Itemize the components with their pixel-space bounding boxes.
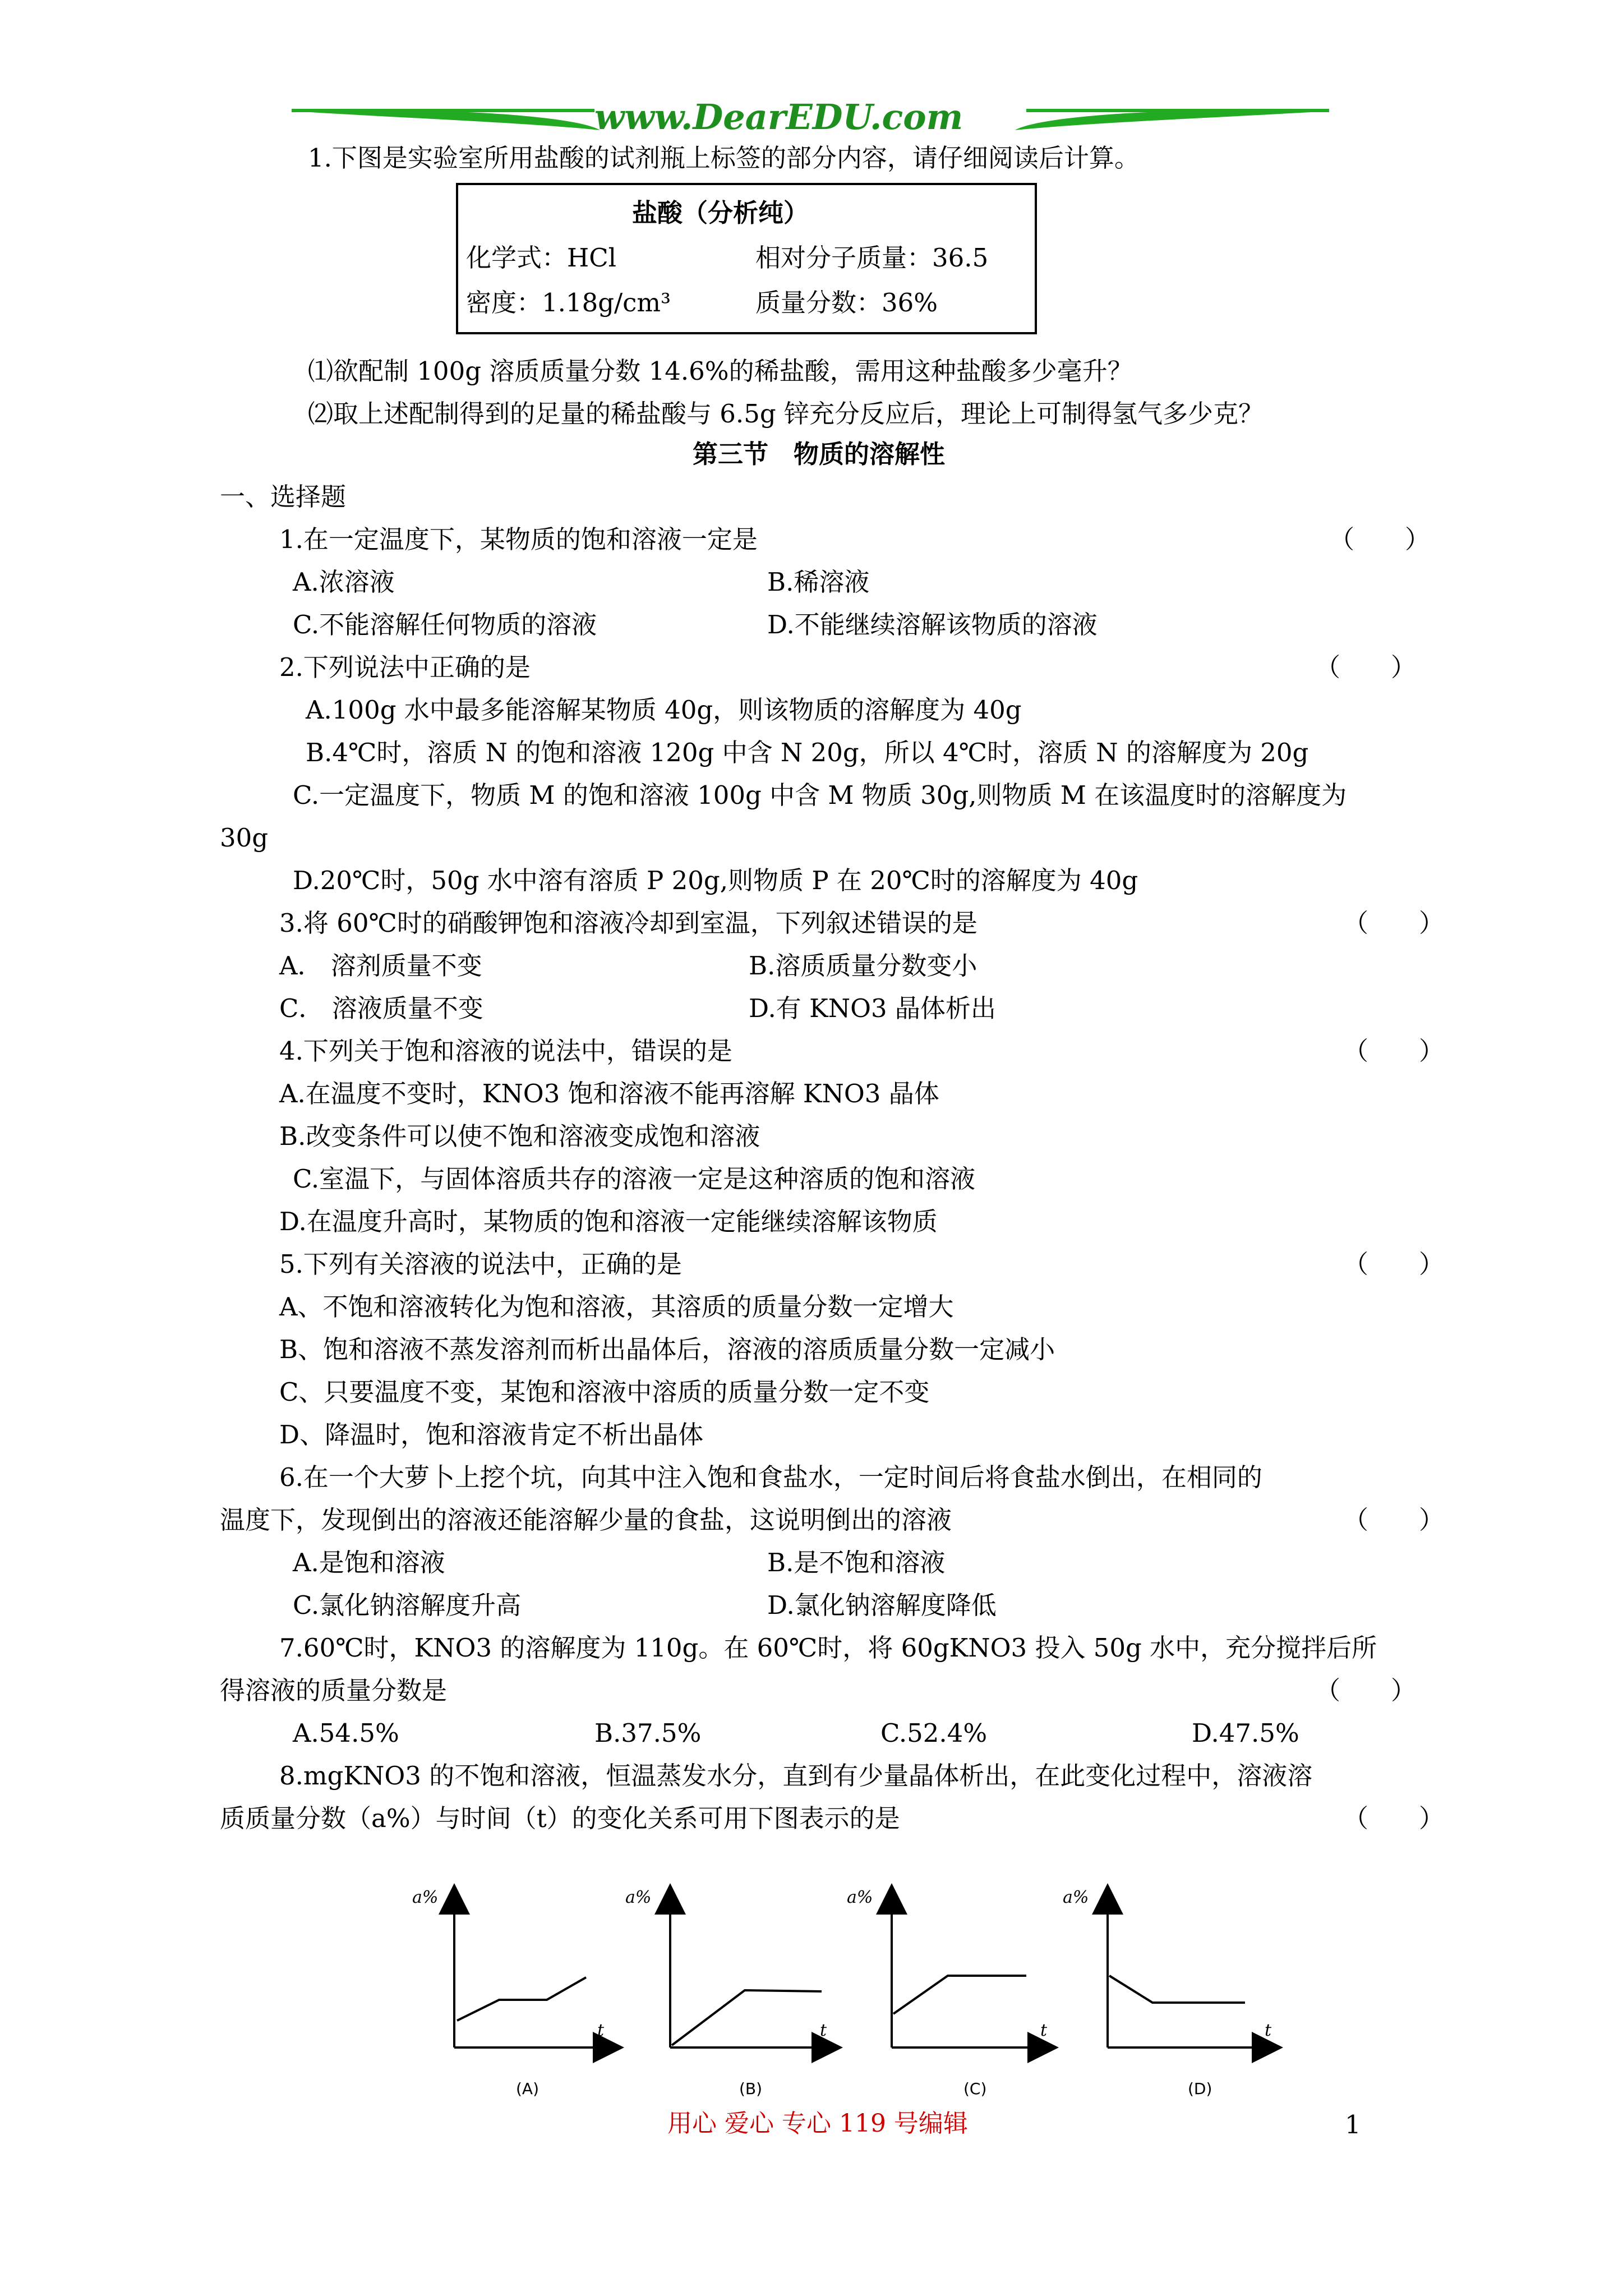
q3-option-c: C． 溶液质量不变	[279, 993, 483, 1023]
q6-stem-line1: 6.在一个大萝卜上挖个坑，向其中注入饱和食盐水，一定时间后将食盐水倒出，在相同的	[279, 1462, 1262, 1492]
q1-option-d: D.不能继续溶解该物质的溶液	[767, 610, 1098, 639]
graph-b	[670, 1899, 827, 2047]
q6-option-c: C.氯化钠溶解度升高	[293, 1590, 522, 1620]
label-molecular-weight: 相对分子质量：36.5	[755, 243, 989, 273]
q3-answer-paren: （ ）	[1343, 908, 1445, 938]
intro-question: 1.下图是实验室所用盐酸的试剂瓶上标签的部分内容，请仔细阅读后计算。	[308, 143, 1140, 173]
q1-option-b: B.稀溶液	[767, 567, 870, 597]
q7-stem-line1: 7.60℃时，KNO3 的溶解度为 110g。在 60℃时，将 60gKNO3 投入 50g 水中，充分搅拌后所	[279, 1633, 1377, 1663]
label-mass-fraction: 质量分数：36%	[755, 288, 938, 318]
q6-option-b: B.是不饱和溶液	[767, 1548, 946, 1577]
q2-option-c: C.一定温度下，物质 M 的饱和溶液 100g 中含 M 物质 30g,则物质 M 在该温度时的溶解度为	[293, 780, 1347, 810]
q1-stem: 1.在一定温度下，某物质的饱和溶液一定是	[279, 524, 758, 554]
graph-d-ylabel: a%	[1063, 1888, 1089, 1907]
graph-d	[1108, 1899, 1267, 2047]
q7-option-c: C.52.4%	[880, 1718, 988, 1748]
graph-c-xlabel: t	[1040, 2021, 1048, 2040]
intro-sub2: ⑵取上述配制得到的足量的稀盐酸与 6.5g 锌充分反应后，理论上可制得氢气多少克？	[308, 399, 1264, 429]
q4-option-c: C.室温下，与固体溶质共存的溶液一定是这种溶质的饱和溶液	[293, 1164, 976, 1194]
q7-option-b: B.37.5%	[594, 1718, 702, 1748]
q4-stem: 4.下列关于饱和溶液的说法中，错误的是	[279, 1036, 732, 1066]
q7-option-d: D.47.5%	[1192, 1718, 1299, 1748]
graph-a	[454, 1899, 608, 2047]
label-title: 盐酸（分析纯）	[632, 198, 809, 228]
q3-option-d: D.有 KNO3 晶体析出	[749, 993, 996, 1023]
q2-stem: 2.下列说法中正确的是	[279, 652, 531, 682]
q2-answer-paren: （ ）	[1315, 652, 1417, 682]
q5-option-d: D、降温时，饱和溶液肯定不析出晶体	[279, 1420, 704, 1450]
q4-answer-paren: （ ）	[1343, 1036, 1445, 1066]
graph-b-xlabel: t	[820, 2021, 827, 2040]
graph-c-ylabel: a%	[847, 1888, 873, 1907]
site-logo-text: www.DearEDU.com	[594, 96, 963, 137]
q7-option-a: A.54.5%	[293, 1718, 399, 1748]
q3-option-b: B.溶质质量分数变小	[749, 951, 978, 981]
q6-stem-line2: 温度下，发现倒出的溶液还能溶解少量的食盐，这说明倒出的溶液	[220, 1505, 952, 1535]
q1-answer-paren: （ ）	[1329, 524, 1431, 554]
q4-option-a: A.在温度不变时，KNO3 饱和溶液不能再溶解 KNO3 晶体	[279, 1079, 939, 1108]
graph-c	[892, 1899, 1043, 2047]
section-title: 第三节 物质的溶解性	[693, 439, 946, 469]
graph-b-ylabel: a%	[625, 1888, 652, 1907]
q3-option-a: A． 溶剂质量不变	[279, 951, 482, 981]
q2-option-a: A.100g 水中最多能溶解某物质 40g，则该物质的溶解度为 40g	[306, 695, 1022, 725]
q2-option-b: B.4℃时，溶质 N 的饱和溶液 120g 中含 N 20g，所以 4℃时，溶质 N 的溶解度为 20g	[306, 738, 1309, 767]
graph-a-caption: (A)	[516, 2079, 540, 2098]
answer-graphs	[393, 1874, 1290, 2109]
graph-d-xlabel: t	[1265, 2021, 1272, 2040]
q3-stem: 3.将 60℃时的硝酸钾饱和溶液冷却到室温，下列叙述错误的是	[279, 908, 978, 938]
q6-option-a: A.是饱和溶液	[293, 1548, 445, 1577]
graph-a-curve	[457, 1977, 586, 2021]
graph-c-curve	[893, 1976, 1026, 2014]
reagent-label-box	[456, 183, 1037, 334]
graph-c-caption: (C)	[963, 2079, 987, 2098]
q7-answer-paren: （ ）	[1315, 1676, 1417, 1705]
label-density: 密度：1.18g/cm³	[466, 288, 671, 318]
graph-b-curve	[672, 1990, 822, 2045]
q8-answer-paren: （ ）	[1343, 1803, 1445, 1833]
q8-stem-line1: 8.mgKNO3 的不饱和溶液，恒温蒸发水分，直到有少量晶体析出，在此变化过程中，溶液溶	[279, 1761, 1313, 1791]
q2-option-c-cont: 30g	[220, 823, 269, 853]
q5-option-c: C、只要温度不变，某饱和溶液中溶质的质量分数一定不变	[279, 1377, 930, 1407]
q1-option-c: C.不能溶解任何物质的溶液	[293, 610, 597, 639]
part-title: 一、选择题	[220, 482, 347, 512]
footer-text: 用心 爱心 专心 119 号编辑	[667, 2109, 968, 2138]
q5-stem: 5.下列有关溶液的说法中，正确的是	[279, 1249, 682, 1279]
intro-sub1: ⑴欲配制 100g 溶质质量分数 14.6%的稀盐酸，需用这种盐酸多少毫升？	[308, 356, 1133, 386]
graph-a-xlabel: t	[597, 2021, 605, 2040]
q7-stem-line2: 得溶液的质量分数是	[220, 1676, 448, 1705]
graph-b-caption: (B)	[739, 2079, 763, 2098]
graph-a-ylabel: a%	[412, 1888, 439, 1907]
q5-answer-paren: （ ）	[1343, 1249, 1445, 1279]
label-formula: 化学式：HCl	[466, 243, 617, 273]
graph-d-curve	[1109, 1976, 1245, 2003]
q2-option-d: D.20℃时，50g 水中溶有溶质 P 20g,则物质 P 在 20℃时的溶解度为 40g	[293, 866, 1138, 895]
page-number: 1	[1345, 2110, 1361, 2139]
q4-option-d: D.在温度升高时，某物质的饱和溶液一定能继续溶解该物质	[279, 1207, 938, 1236]
q5-option-b: B、饱和溶液不蒸发溶剂而析出晶体后，溶液的溶质质量分数一定减小	[279, 1335, 1055, 1364]
graph-d-caption: (D)	[1188, 2079, 1212, 2098]
q6-option-d: D.氯化钠溶解度降低	[767, 1590, 997, 1620]
q6-answer-paren: （ ）	[1343, 1505, 1445, 1535]
q8-stem-line2: 质质量分数（a%）与时间（t）的变化关系可用下图表示的是	[220, 1803, 900, 1833]
q1-option-a: A.浓溶液	[293, 567, 395, 597]
q5-option-a: A、不饱和溶液转化为饱和溶液，其溶质的质量分数一定增大	[279, 1292, 954, 1322]
q4-option-b: B.改变条件可以使不饱和溶液变成饱和溶液	[279, 1121, 760, 1151]
